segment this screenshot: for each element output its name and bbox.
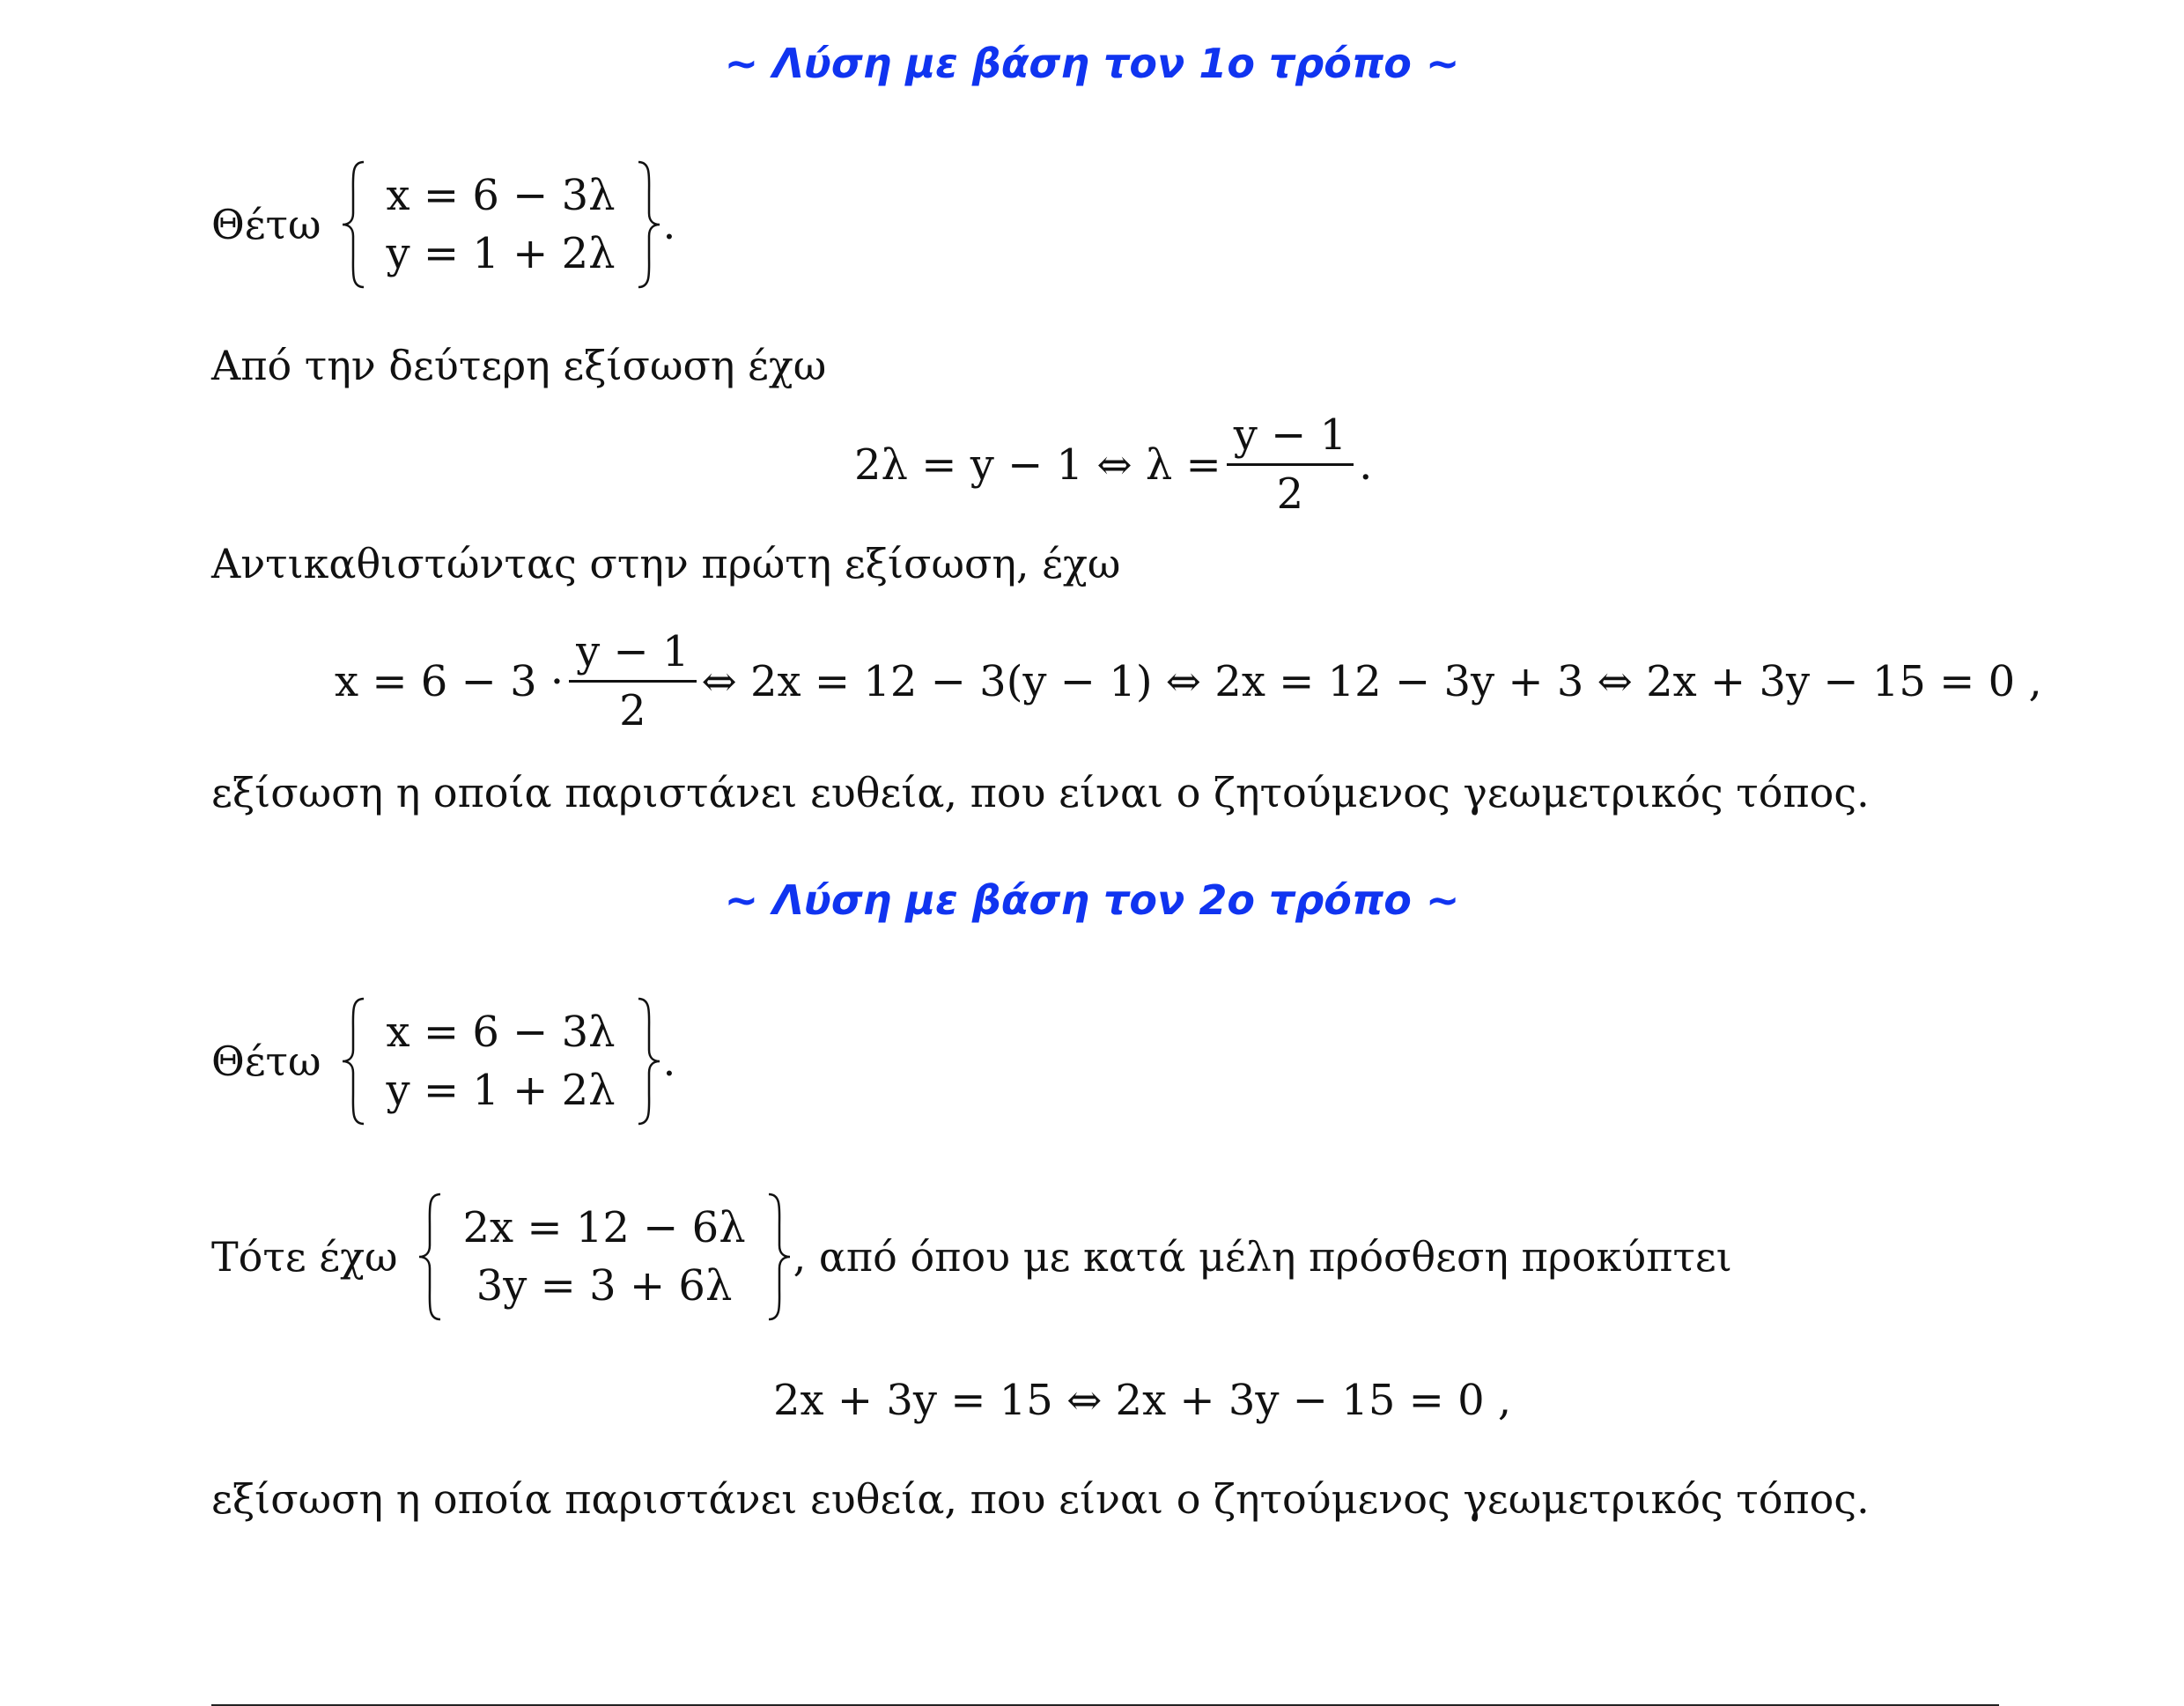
system-continuation: , από όπου με κατά μέλη πρόσθεση προκύπτει	[793, 1233, 1732, 1281]
left-brace-icon	[416, 1191, 446, 1323]
right-brace-icon	[764, 1191, 793, 1323]
left-brace-icon	[339, 995, 369, 1127]
section1-heading: ~ Λύση με βάση τον 1ο τρόπο ~	[724, 40, 1460, 87]
fraction-denominator: 2	[1276, 469, 1304, 519]
fraction-denominator: 2	[619, 686, 646, 735]
conclusion-text: εξίσωση η οποία παριστάνει ευθεία, που είναι ο ζητούμενος γεωμετρικός τόπος.	[211, 1475, 1870, 1523]
equation-system	[446, 1199, 764, 1315]
equation-line	[335, 627, 2042, 735]
fraction-numerator: y − 1	[1227, 414, 1354, 466]
system-row-2: y = 1 + 2λ	[386, 229, 616, 278]
then-label: Τότε έχω	[211, 1233, 398, 1281]
left-brace-icon	[339, 159, 369, 291]
derivation-intro: Από την δεύτερη εξίσωση έχω	[211, 342, 827, 389]
equation-sum	[773, 1374, 1511, 1427]
eq2-left: x = 6 − 3 ·	[335, 656, 564, 706]
fraction	[569, 627, 696, 735]
eq1-left: 2λ = y − 1 ⇔ λ =	[854, 439, 1221, 490]
system-period: .	[662, 1038, 676, 1085]
eq1-end: .	[1359, 439, 1373, 490]
system-block	[339, 995, 663, 1127]
equation-system	[369, 166, 633, 283]
set-label: Θέτω	[211, 201, 321, 248]
equation-lambda	[854, 410, 1373, 519]
section2-heading: ~ Λύση με βάση τον 2ο τρόπο ~	[724, 876, 1460, 924]
system-row-1: x = 6 − 3λ	[386, 1008, 616, 1057]
right-brace-icon	[633, 159, 663, 291]
system-block	[339, 159, 663, 291]
substitution-intro: Αντικαθιστώντας στην πρώτη εξίσωση, έχω	[211, 540, 1121, 587]
system-row-1: x = 6 − 3λ	[386, 171, 616, 220]
eq2-right: ⇔ 2x = 12 − 3(y − 1) ⇔ 2x = 12 − 3y + 3 ⇔ 2x + 3y − 15 = 0 ,	[701, 656, 2042, 706]
system-row-1: 2x = 12 − 6λ	[462, 1203, 746, 1252]
section2-system-row	[211, 995, 675, 1127]
fraction	[1227, 410, 1354, 519]
system-row-2: 3y = 3 + 6λ	[476, 1261, 733, 1311]
equation-system	[369, 1003, 633, 1119]
system-period: .	[662, 201, 676, 248]
right-brace-icon	[633, 995, 663, 1127]
set-label: Θέτω	[211, 1038, 321, 1085]
system-row-2: y = 1 + 2λ	[386, 1066, 616, 1115]
fraction-numerator: y − 1	[569, 631, 696, 683]
section2-second-system-row	[211, 1191, 1732, 1323]
conclusion-text: εξίσωση η οποία παριστάνει ευθεία, που είναι ο ζητούμενος γεωμετρικός τόπος.	[211, 769, 1870, 816]
section1-system-row	[211, 159, 675, 291]
system-block	[416, 1191, 793, 1323]
eq3: 2x + 3y = 15 ⇔ 2x + 3y − 15 = 0 ,	[773, 1376, 1512, 1425]
